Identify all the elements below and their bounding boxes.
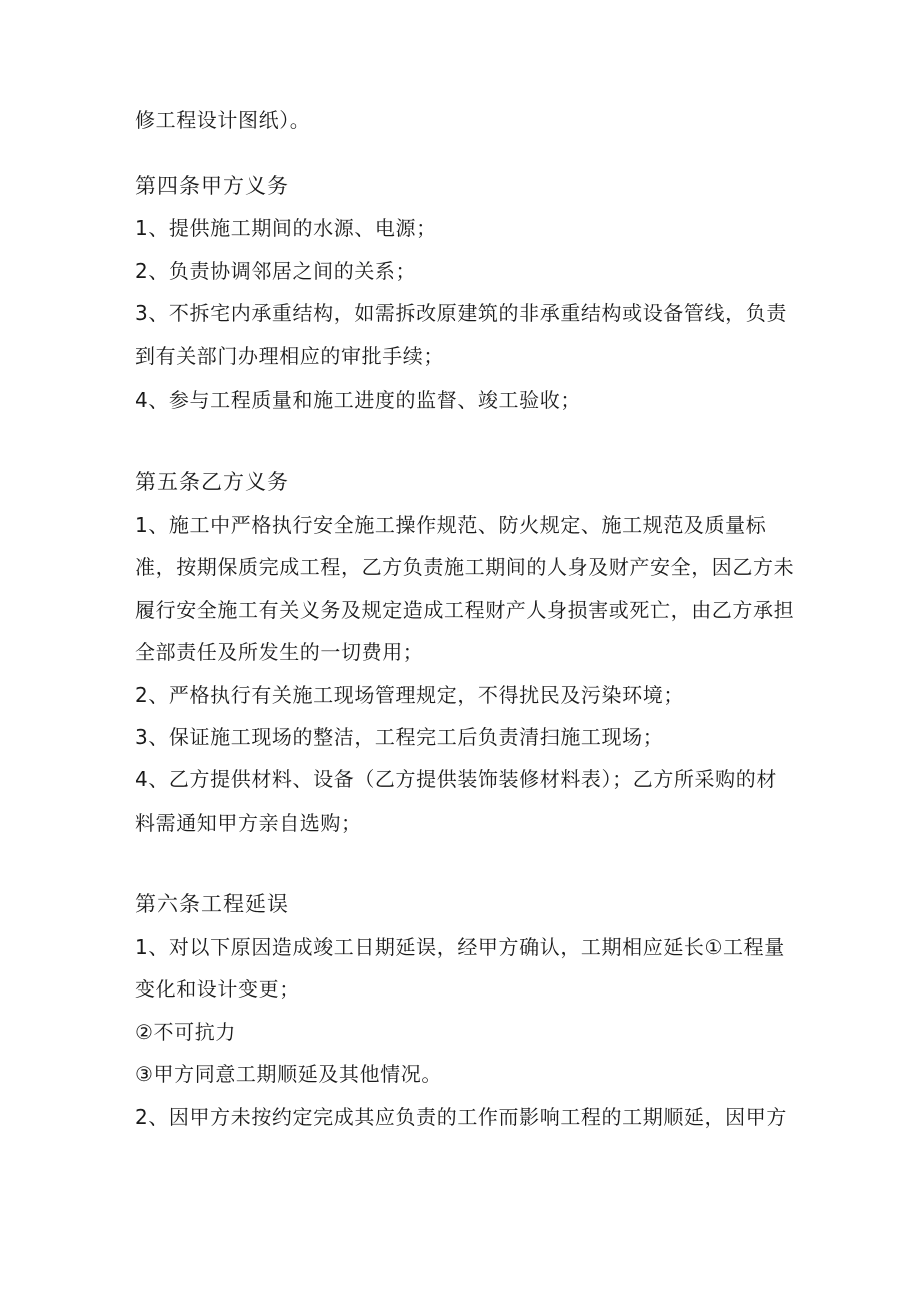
paragraph-line: 料需通知甲方亲自选购； [135,811,362,835]
section-heading-4: 第四条甲方义务 [135,174,289,198]
section-heading-6: 第六条工程延误 [135,892,289,916]
paragraph-line: 准，按期保质完成工程，乙方负责施工期间的人身及财产安全，因乙方未 [135,555,795,579]
paragraph-line: 1、提供施工期间的水源、电源； [135,216,437,240]
paragraph-line: 1、施工中严格执行安全施工操作规范、防火规定、施工规范及质量标 [135,513,767,537]
paragraph-line: 3、保证施工现场的整洁，工程完工后负责清扫施工现场； [135,725,664,749]
paragraph-line: 变化和设计变更； [135,977,300,1001]
paragraph-line: 到有关部门办理相应的审批手续； [135,344,444,368]
paragraph-line: 2、严格执行有关施工现场管理规定，不得扰民及污染环境； [135,683,684,707]
section-heading-5: 第五条乙方义务 [135,470,289,494]
paragraph-line: 2、负责协调邻居之间的关系； [135,259,417,283]
paragraph-line: ②不可抗力 [135,1020,236,1044]
paragraph-line: 全部责任及所发生的一切费用； [135,640,424,664]
paragraph-line: 4、参与工程质量和施工进度的监督、竣工验收； [135,388,581,412]
paragraph-line: 4、乙方提供材料、设备（乙方提供装饰装修材料表）；乙方所采购的材 [135,767,777,791]
paragraph-line: ③甲方同意工期顺延及其他情况。 [135,1062,442,1086]
paragraph-line: 3、不拆宅内承重结构，如需拆改原建筑的非承重结构或设备管线，负责 [135,301,787,325]
paragraph-line: 2、因甲方未按约定完成其应负责的工作而影响工程的工期顺延，因甲方 [135,1105,787,1129]
paragraph-line: 1、对以下原因造成竣工日期延误，经甲方确认，工期相应延长①工程量 [135,935,785,959]
paragraph-line: 履行安全施工有关义务及规定造成工程财产人身损害或死亡，由乙方承担 [135,598,795,622]
paragraph-line: 修工程设计图纸）。 [135,108,311,132]
